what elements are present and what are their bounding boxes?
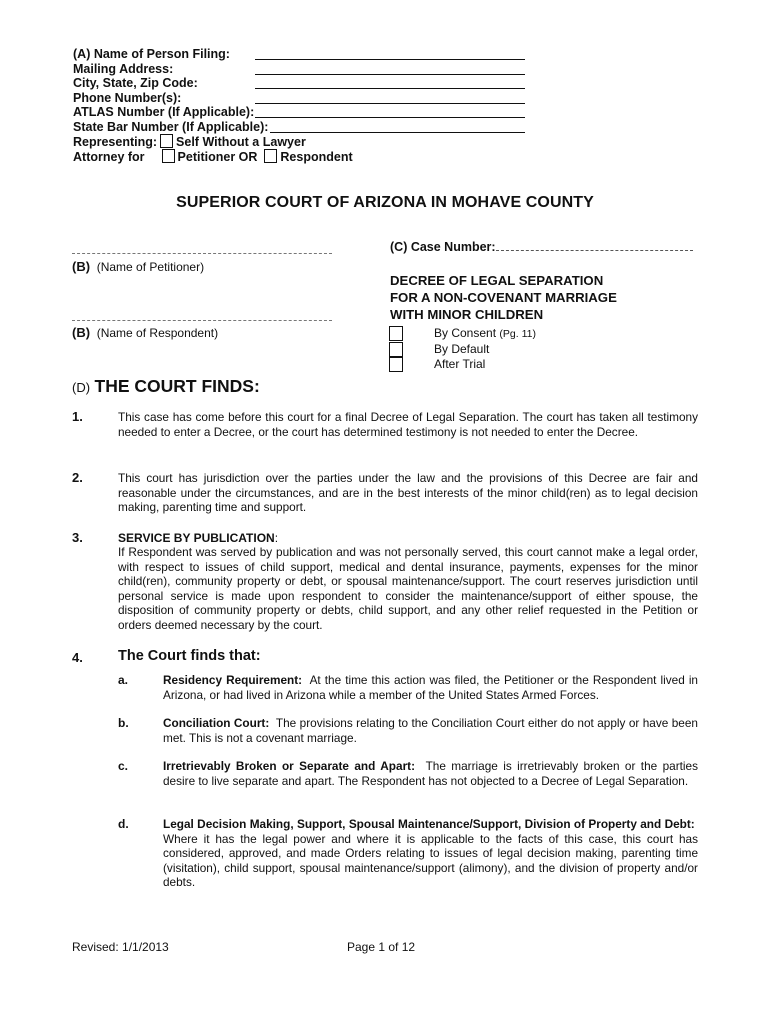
petitioner-label: (Name of Petitioner): [96, 260, 205, 274]
petitioner-prefix: (B): [72, 259, 91, 274]
respondent-name-label: (Name of Respondent): [96, 326, 219, 340]
respondent-checkbox[interactable]: [264, 149, 277, 163]
petitioner-caption: [72, 259, 204, 274]
subitem-b-heading: Conciliation Court:: [163, 716, 270, 730]
subitem-b-text: The provisions relating to the Conciliation Court either do not apply or have been met. This is not a covenant marriage.: [163, 716, 698, 745]
subitem-a-text: At the time this action was filed, the Petitioner or the Respondent lived in Arizona, or had lived in Arizona while a member of the United States Armed Forces.: [163, 673, 698, 702]
item-1-number: 1.: [72, 409, 83, 424]
decree-title: [390, 272, 617, 323]
representing-row: [73, 134, 306, 150]
subitem-d-text: Where it has the legal power and where it is applicable to the facts of this case, this court has considered, approved, and made Orders relating to issues of legal decision making, parenting time (visitation), child support, spousal maintenance/support (alimony), and the division of property and/or debts.: [163, 831, 698, 890]
court-title: SUPERIOR COURT OF ARIZONA IN MOHAVE COUNTY: [176, 194, 594, 211]
subitem-d-heading: Legal Decision Making, Support, Spousal Maintenance/Support, Division of Property and Debt:: [163, 817, 695, 831]
respondent-prefix: (B): [72, 325, 91, 340]
header-field-atlas: ATLAS Number (If Applicable):: [73, 105, 255, 119]
respondent-label: Respondent: [280, 150, 353, 164]
item-2-text: This court has jurisdiction over the parties under the law and the provisions of this Decree are fair and reasonable under the circumstances, and are in the best interests of the minor child(ren) as to legal decision making, parenting time and support.: [118, 471, 698, 515]
header-field-bar: State Bar Number (If Applicable):: [73, 119, 269, 134]
by-consent-checkbox[interactable]: [389, 326, 403, 341]
subitem-b: [163, 716, 698, 745]
court-finds-title: THE COURT FINDS:: [94, 376, 260, 396]
representing-label: Representing:: [73, 135, 158, 149]
case-number-field[interactable]: [496, 240, 693, 251]
court-finds-prefix: (D): [72, 380, 91, 395]
subitem-d: [163, 817, 698, 890]
attorney-label: Attorney for: [73, 150, 145, 164]
option-note: (Pg. 11): [499, 328, 536, 340]
subitem-a: [163, 673, 698, 702]
phone-field[interactable]: [255, 103, 525, 104]
by-default-checkbox[interactable]: [389, 342, 403, 357]
subitem-c-text: The marriage is irretrievably broken or the parties desire to live separate and apart. The Respondent has not objected to a Decree of Legal Separation.: [163, 759, 698, 788]
subitem-a-heading: Residency Requirement:: [163, 673, 303, 687]
self-checkbox[interactable]: [160, 134, 173, 148]
header-field-city: City, State, Zip Code:: [73, 76, 198, 90]
header-field-name: (A) Name of Person Filing:: [73, 47, 230, 61]
subitem-a-letter: a.: [118, 673, 129, 687]
footer-revised: Revised: 1/1/2013: [72, 940, 169, 954]
petitioner-or-label: Petitioner OR: [177, 150, 258, 164]
self-label: Self Without a Lawyer: [176, 135, 306, 149]
petitioner-name-line[interactable]: [72, 253, 332, 254]
item-1-text: This case has come before this court for a final Decree of Legal Separation. The court has taken all testimony needed to enter a Decree, or the court has determined testimony is not needed to enter the Decree.: [118, 410, 698, 439]
subitem-c: [163, 759, 698, 788]
respondent-caption: [72, 325, 218, 340]
option-after-trial: After Trial: [434, 357, 486, 371]
item-4-heading: The Court finds that:: [118, 648, 261, 664]
item-3-number: 3.: [72, 530, 83, 545]
decree-title-line-3: WITH MINOR CHILDREN: [390, 307, 544, 322]
decree-title-line-1: DECREE OF LEGAL SEPARATION: [390, 273, 604, 288]
subitem-c-letter: c.: [118, 759, 129, 773]
subitem-c-heading: Irretrievably Broken or Separate and Apart:: [163, 759, 416, 773]
attorney-row: [73, 149, 353, 165]
city-field[interactable]: [255, 88, 525, 89]
subitem-d-letter: d.: [118, 817, 129, 831]
respondent-name-line[interactable]: [72, 320, 332, 321]
item-3-heading: SERVICE BY PUBLICATION:: [118, 531, 279, 545]
item-3-text: If Respondent was served by publication and was not personally served, this court cannot make a legal order, with respect to issues of child support, medical and dental insurance, payments, expenses for the minor child(ren), community property or debt, or spousal maintenance/support. The court reserves jurisdiction until personal service is made upon respondent to consider the maintenance/support of either spouse, the disposition of community property or debts, child support, and any other relief requested in the Petition or orders deemed necessary by the court.: [118, 545, 698, 632]
decree-title-line-2: FOR A NON-COVENANT MARRIAGE: [390, 290, 617, 305]
item-2-number: 2.: [72, 470, 83, 485]
subitem-b-letter: b.: [118, 716, 129, 730]
option-by-consent: By Consent: [434, 326, 497, 340]
bar-number-field[interactable]: [270, 132, 525, 133]
court-finds-heading: [72, 376, 260, 397]
option-by-default: By Default: [434, 342, 490, 356]
atlas-field[interactable]: [255, 117, 525, 118]
case-number-label: (C) Case Number:: [390, 240, 496, 254]
petitioner-checkbox[interactable]: [162, 149, 175, 163]
after-trial-checkbox[interactable]: [389, 357, 403, 372]
name-field[interactable]: [255, 59, 525, 60]
header-field-phone: Phone Number(s):: [73, 90, 182, 105]
footer-page-number: Page 1 of 12: [347, 940, 416, 954]
header-field-address: Mailing Address:: [73, 61, 174, 76]
address-field[interactable]: [255, 74, 525, 75]
case-number-row: [390, 240, 693, 254]
options-list: [434, 326, 536, 372]
item-4-number: 4.: [72, 650, 83, 665]
